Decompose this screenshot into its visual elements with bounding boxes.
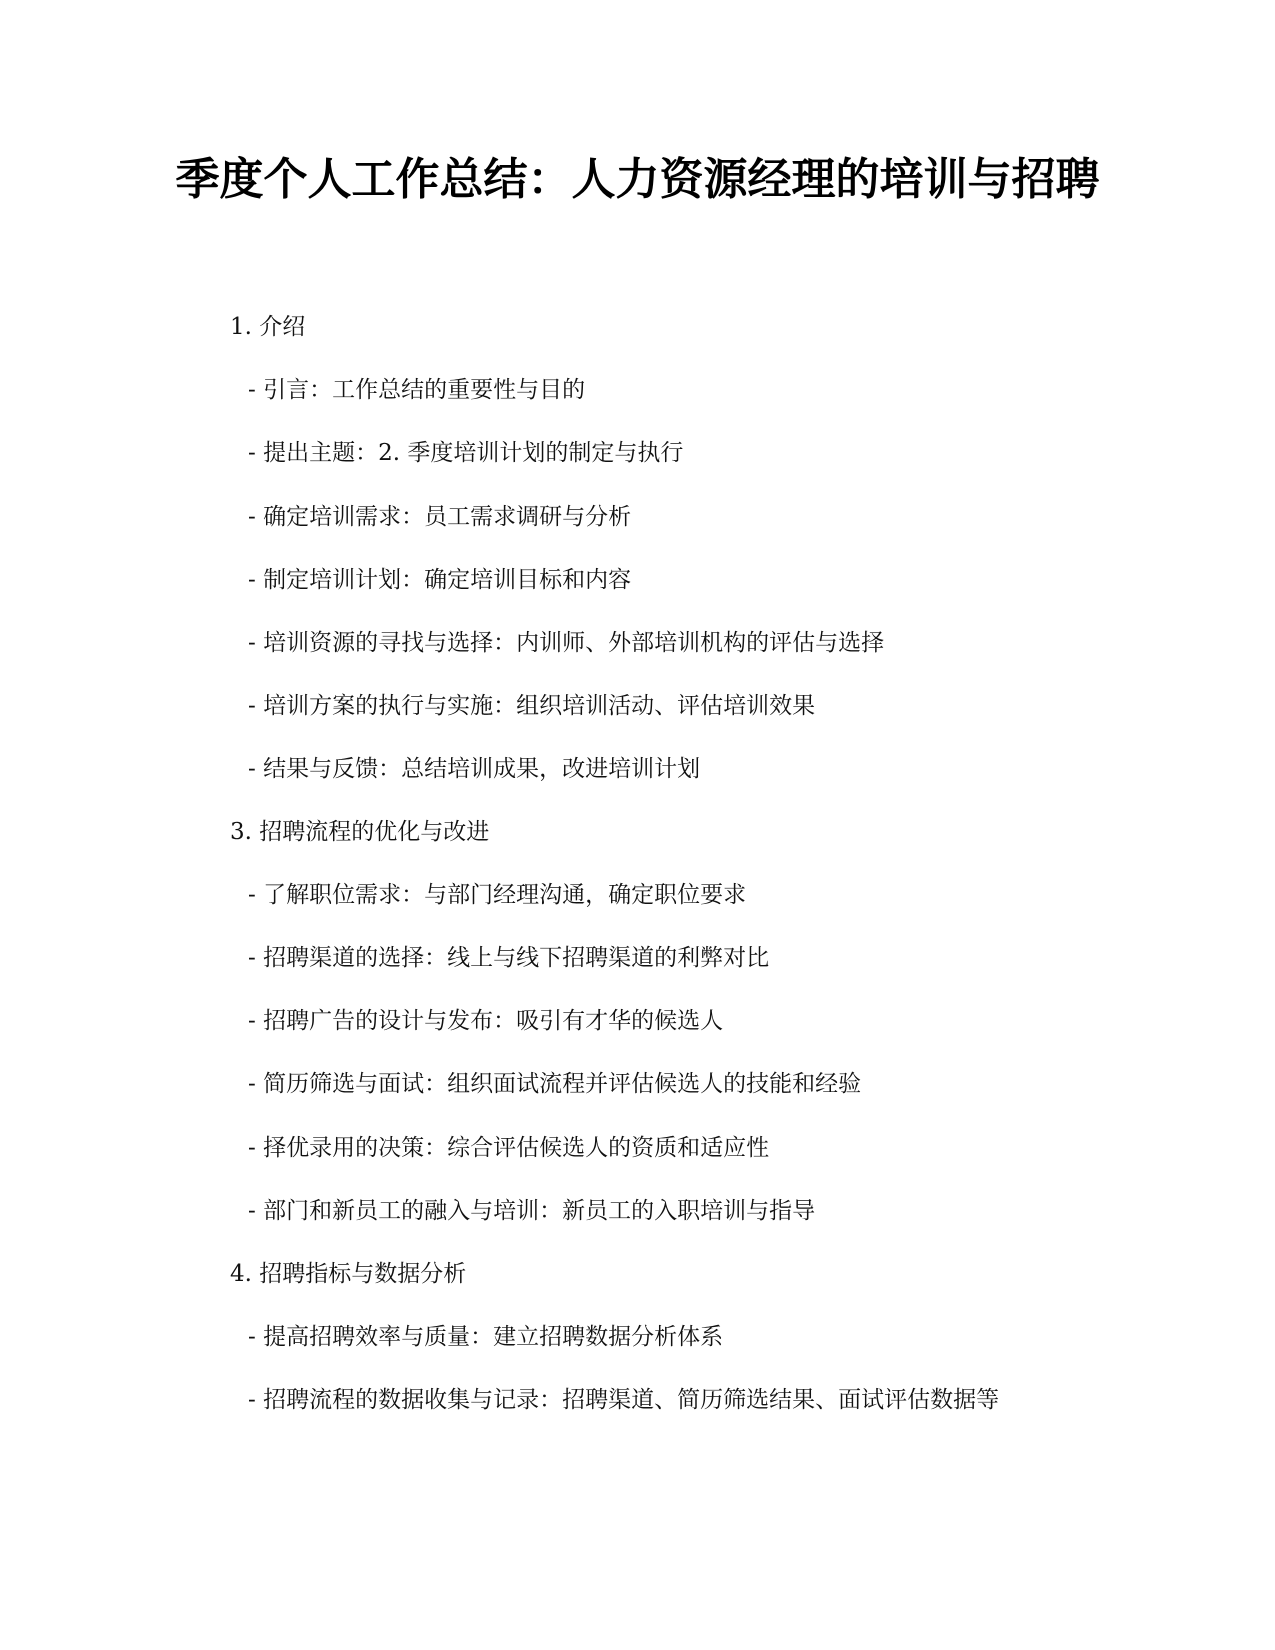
section-heading-recruitment-metrics: 4. 招聘指标与数据分析: [230, 1261, 467, 1287]
list-item: - 结果与反馈：总结培训成果，改进培训计划: [248, 756, 701, 782]
document-title: 季度个人工作总结：人力资源经理的培训与招聘: [175, 154, 1100, 205]
list-item: - 部门和新员工的融入与培训：新员工的入职培训与指导: [248, 1198, 816, 1224]
list-item: - 择优录用的决策：综合评估候选人的资质和适应性: [248, 1135, 770, 1161]
list-item: - 招聘渠道的选择：线上与线下招聘渠道的利弊对比: [248, 945, 770, 971]
list-item: - 确定培训需求：员工需求调研与分析: [248, 504, 632, 530]
list-item: - 招聘广告的设计与发布：吸引有才华的候选人: [248, 1008, 724, 1034]
list-item: - 简历筛选与面试：组织面试流程并评估候选人的技能和经验: [248, 1071, 862, 1097]
list-item: - 制定培训计划：确定培训目标和内容: [248, 567, 632, 593]
list-item: - 提高招聘效率与质量：建立招聘数据分析体系: [248, 1324, 724, 1350]
list-item: - 培训方案的执行与实施：组织培训活动、评估培训效果: [248, 693, 816, 719]
list-item: - 引言：工作总结的重要性与目的: [248, 377, 586, 403]
list-item: - 提出主题：2. 季度培训计划的制定与执行: [248, 440, 684, 466]
list-item: - 了解职位需求：与部门经理沟通，确定职位要求: [248, 882, 747, 908]
list-item: - 招聘流程的数据收集与记录：招聘渠道、简历筛选结果、面试评估数据等: [248, 1387, 1000, 1413]
list-item: - 培训资源的寻找与选择：内训师、外部培训机构的评估与选择: [248, 630, 885, 656]
section-heading-intro: 1. 介绍: [230, 314, 306, 340]
section-heading-recruitment-process: 3. 招聘流程的优化与改进: [230, 819, 490, 845]
